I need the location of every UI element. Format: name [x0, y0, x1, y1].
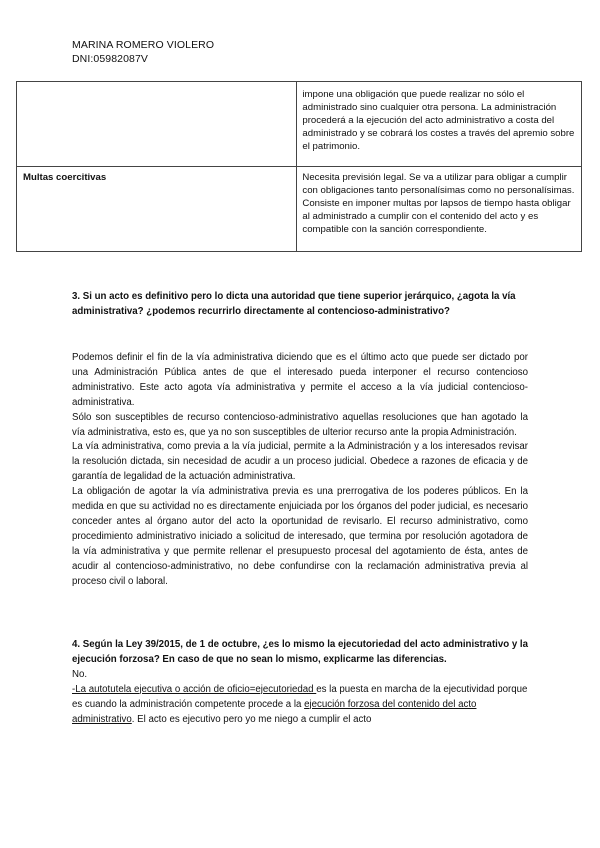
table-row	[17, 82, 582, 167]
table-cell-label	[17, 82, 297, 167]
execution-means-table	[16, 81, 582, 252]
document-header	[72, 38, 214, 66]
question-4-answer: No.	[72, 668, 88, 680]
table-cell-text: Necesita previsión legal. Se va a utilizar para obligar a cumplir con obligaciones tanto personalísimas como no personalísimas. Consiste en imponer multas por lapsos de tiempo hasta obligar al administrado a cumplir con el contenido del acto y es compatible con la sanción correspondiente.	[297, 167, 582, 252]
paragraph: Podemos definir el fin de la vía administrativa diciendo que es el último acto que puede ser dictado por una Administración Pública antes de que el interesado pueda interponer el recurso contencioso administrativo. Este acto agota vía administrativa y permite el acceso a la vía judicial contencioso-administrativa.	[72, 352, 528, 408]
paragraph: La vía administrativa, como previa a la vía judicial, permite a la Administración y a los interesados revisar la resolución dictada, sin necesidad de acudir a un proceso judicial. Obedece a razones de eficacia y de garantía de legalidad de la actuación administrativa.	[72, 441, 528, 483]
question-4-heading: 4. Según la Ley 39/2015, de 1 de octubre, ¿es lo mismo la ejecutoriedad del acto administrativo y la ejecución forzosa? En caso de que no sean lo mismo, explicarme las diferencias.	[72, 639, 529, 665]
table-cell-label: Multas coercitivas	[17, 167, 297, 252]
author-name: MARINA ROMERO VIOLERO	[72, 39, 215, 51]
question-3-heading: 3. Si un acto es definitivo pero lo dicta una autoridad que tiene superior jerárquico, ¿agota la vía administrativa? ¿podemos recurrirlo directamente al contencioso-administrativo?	[72, 291, 516, 317]
author-dni: DNI:05982087V	[72, 53, 149, 65]
table-cell-text: impone una obligación que puede realizar no sólo el administrado sino cualquier otra persona. La administración procederá a la ejecución del acto administrativo a costa del administrado y se cobrará los costes a través del apremio sobre el patrimonio.	[297, 82, 582, 167]
question-4	[72, 638, 528, 727]
paragraph: Sólo son susceptibles de recurso contencioso-administrativo aquellas resoluciones que han agotado la vía administrativa, esto es, que ya no son susceptibles de ulterior recurso ante la propia Administración.	[72, 411, 528, 438]
question-3-answer	[72, 351, 528, 590]
paragraph: La obligación de agotar la vía administrativa previa es una prerrogativa de los poderes públicos. En la medida en que su actividad no es directamente enjuiciada por los órganos del poder judicial, es necesario conceder antes al órgano autor del acto la oportunidad de revisarlo. El recurso administrativo, como procedimiento administrativo iniciado a solicitud de interesado, que termina por resolución agotadora de la vía administrativa y que permite rellenar el presupuesto procesal del agotamiento de ésta, antes de acudir al contencioso-administrativo, no debe confundirse con la reclamación administrativa previa al proceso civil o laboral.	[72, 486, 528, 587]
paragraph: -La autotutela ejecutiva o acción de oficio=ejecutoriedad es la puesta en marcha de la ejecutividad porque es cuando la administración competente procede a la ejecución forzosa del contenido del acto administrativo. El acto es ejecutivo pero yo me niego a cumplir el acto	[72, 683, 528, 725]
table-row	[17, 167, 582, 252]
